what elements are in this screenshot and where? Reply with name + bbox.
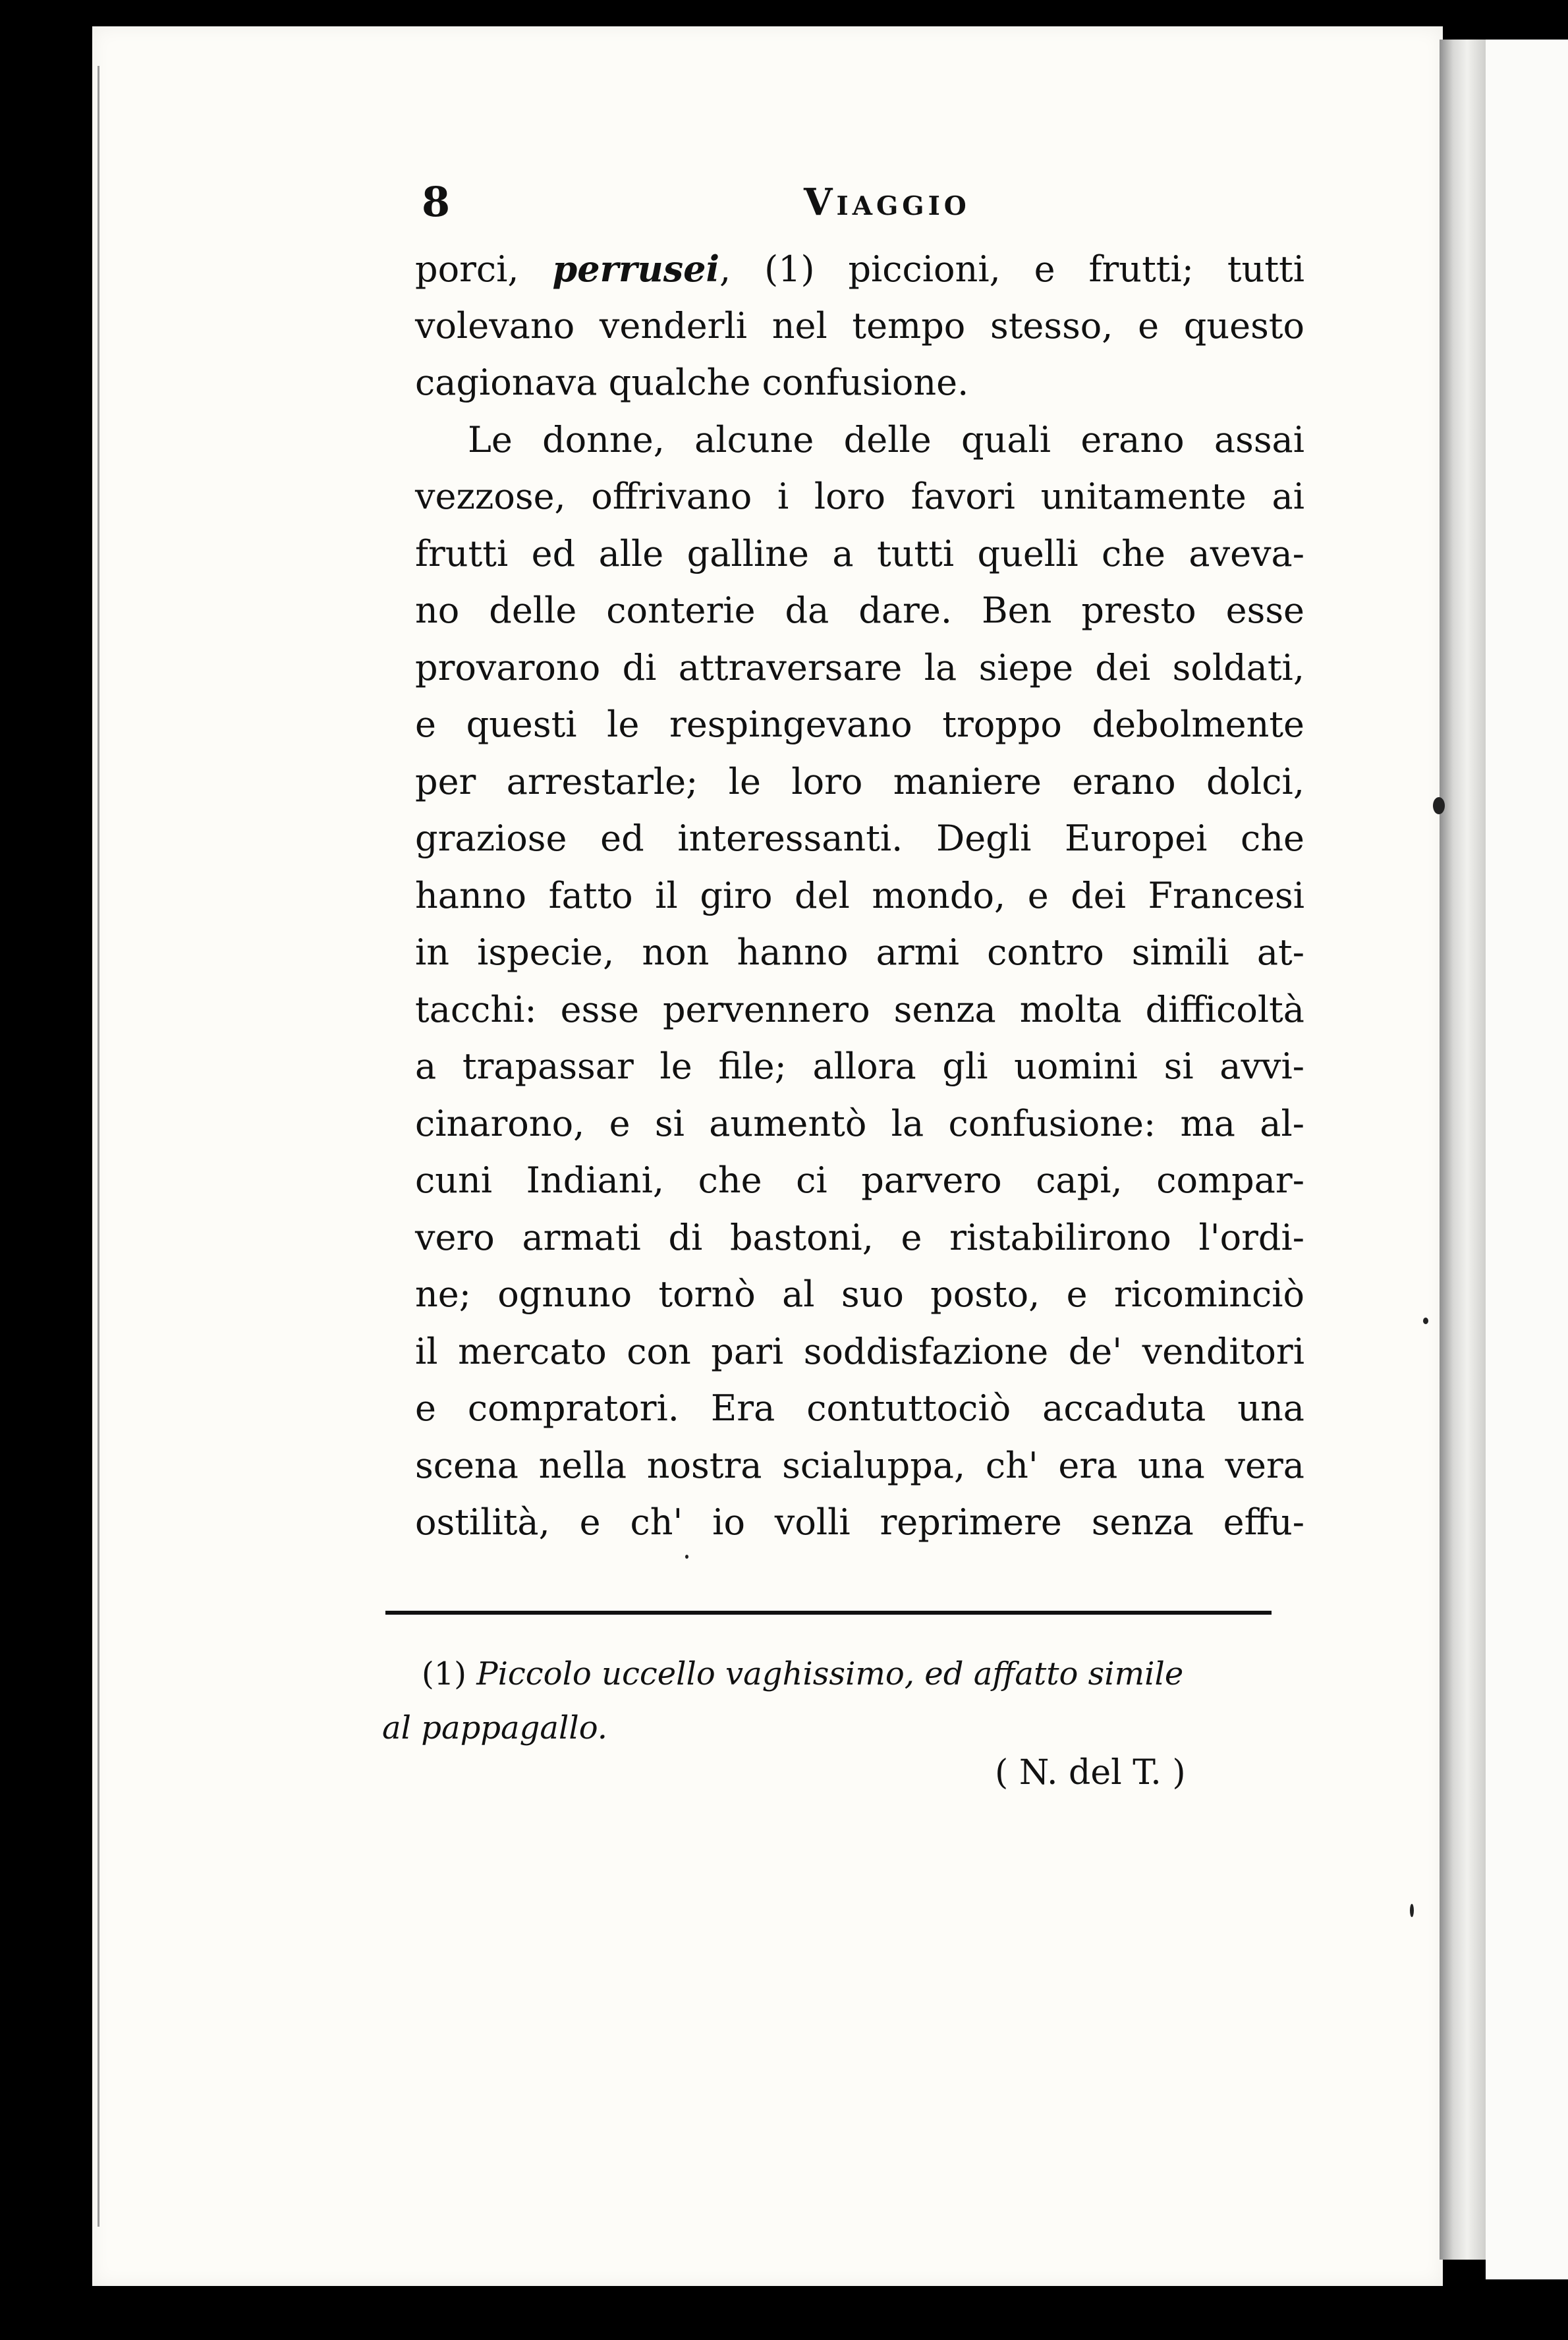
text-line: vero armati di bastoni, e ristabilirono l'ordi- xyxy=(415,1216,1304,1258)
text-line: ne; ognuno tornò al suo posto, e ricominciò xyxy=(415,1273,1304,1315)
text-line: volevano venderli nel tempo stesso, e questo xyxy=(415,304,1304,347)
text-line: e questi le respingevano troppo debolmente xyxy=(415,704,1304,745)
text-line: il mercato con pari soddisfazione de' venditori xyxy=(415,1330,1304,1372)
text-line: Le donne, alcune delle quali erano assai xyxy=(468,418,1304,460)
text-line: frutti ed alle galline a tutti quelli che aveva- xyxy=(415,532,1304,574)
page-number: 8 xyxy=(422,178,451,226)
page-title: Viaggio xyxy=(804,181,970,224)
ink-speck xyxy=(1423,1318,1428,1324)
translator-note: ( N. del T. ) xyxy=(995,1753,1186,1793)
footnote-mark: (1) xyxy=(422,1656,466,1692)
ink-speck xyxy=(1433,797,1445,814)
text-line: vezzose, offrivano i loro favori unitamente ai xyxy=(415,476,1304,517)
text-line: a trapassar le file; allora gli uomini si avvi- xyxy=(415,1045,1304,1087)
ink-speck xyxy=(1410,1904,1414,1917)
text-line: porci, perrusei, (1) piccioni, e frutti; tutti xyxy=(415,248,1304,290)
text-line: hanno fatto il giro del mondo, e dei Francesi xyxy=(415,874,1304,916)
page-edge-shadow xyxy=(1440,40,1486,2260)
italic-term: perrusei xyxy=(552,248,720,290)
page-left-border xyxy=(98,66,99,2227)
text-line: cuni Indiani, che ci parvero capi, compar- xyxy=(415,1159,1304,1201)
footnote-line: al pappagallo. xyxy=(382,1710,607,1746)
text-line: no delle conterie da dare. Ben presto esse xyxy=(415,590,1304,631)
footnote-line: (1) Piccolo uccello vaghissimo, ed affatto simile xyxy=(422,1656,1184,1692)
footnote xyxy=(382,1647,1272,1793)
text-line: graziose ed interessanti. Degli Europei che xyxy=(415,818,1304,859)
text-line: tacchi: esse pervennero senza molta difficoltà xyxy=(415,988,1304,1030)
text-line: provarono di attraversare la siepe dei soldati, xyxy=(415,646,1304,688)
text-line: per arrestarle; le loro maniere erano dolci, xyxy=(415,760,1304,802)
ink-speck xyxy=(685,1555,688,1559)
body-text xyxy=(415,240,1304,1551)
text-line: cinarono, e si aumentò la confusione: ma al- xyxy=(415,1102,1304,1144)
running-head xyxy=(422,178,1298,237)
footnote-rule xyxy=(385,1611,1272,1615)
text-line: in ispecie, non hanno armi contro simili at- xyxy=(415,932,1304,973)
text-line: cagionava qualche confusione. xyxy=(415,362,969,403)
text-line: scena nella nostra scialuppa, ch' era una vera xyxy=(415,1444,1304,1486)
facing-page-edge xyxy=(1486,40,1568,2279)
text-line: e compratori. Era contuttociò accaduta una xyxy=(415,1387,1304,1429)
text-line: ostilità, e ch' io volli reprimere senza effu- xyxy=(415,1501,1304,1543)
